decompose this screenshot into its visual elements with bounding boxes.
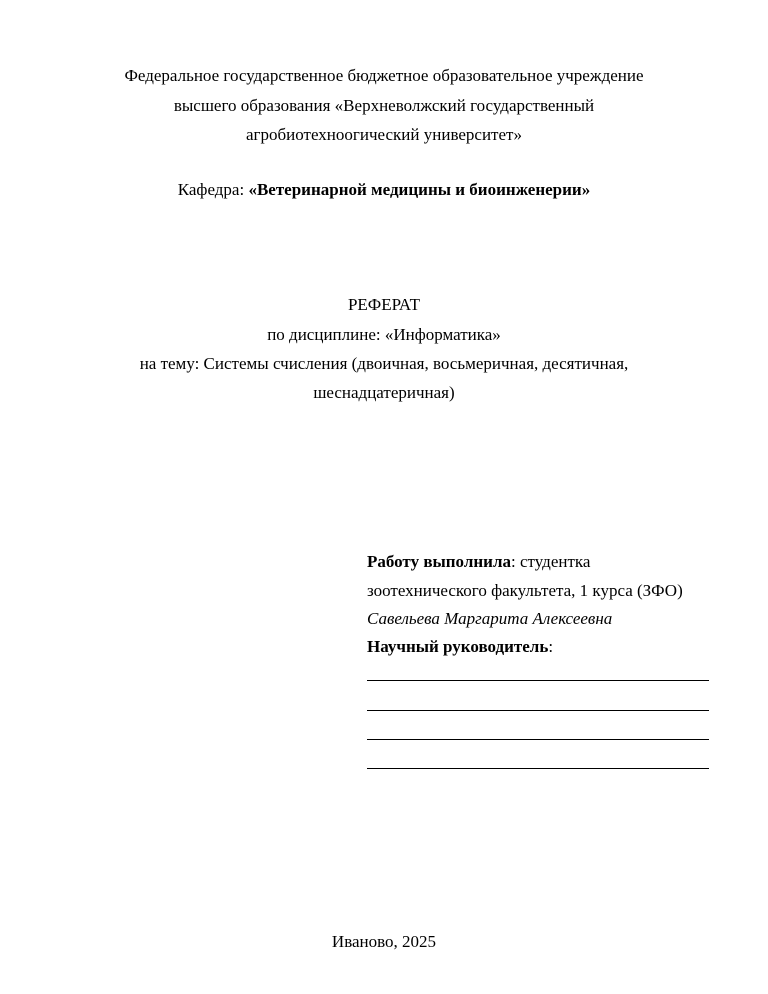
done-by-line [367, 552, 712, 572]
department-label: Кафедра: [177, 180, 249, 199]
department-line [0, 180, 768, 200]
university-header-line-1: Федеральное государственное бюджетное образовательное учреждение [124, 66, 644, 85]
department-name: «Ветеринарной медицины и биоинженерии» [248, 180, 591, 199]
signature-line-4 [367, 768, 709, 769]
university-header-line-3: агробиотехноогический университет» [246, 125, 522, 144]
signature-line-2 [367, 710, 709, 711]
faculty-line: зоотехнического факультета, 1 курса (ЗФО) [367, 581, 683, 600]
document-type-title: РЕФЕРАТ [347, 295, 421, 314]
done-by-suffix: : студентка [511, 552, 591, 571]
done-by-label: Работу выполнила [367, 552, 512, 571]
signature-line-3 [367, 739, 709, 740]
signature-line-1 [367, 680, 709, 681]
discipline-line: по дисциплине: «Информатика» [267, 325, 501, 344]
student-name: Савельева Маргарита Алексеевна [367, 609, 613, 628]
supervisor-label: Научный руководитель [367, 637, 549, 656]
topic-line-1: на тему: Системы счисления (двоичная, восьмеричная, десятичная, [139, 354, 629, 373]
university-header-line-2: высшего образования «Верхневолжский государственный [173, 96, 595, 115]
supervisor-line [367, 637, 712, 657]
topic-line-2: шеснадцатеричная) [313, 383, 455, 402]
city-year: Иваново, 2025 [331, 932, 437, 951]
supervisor-suffix: : [548, 637, 554, 656]
